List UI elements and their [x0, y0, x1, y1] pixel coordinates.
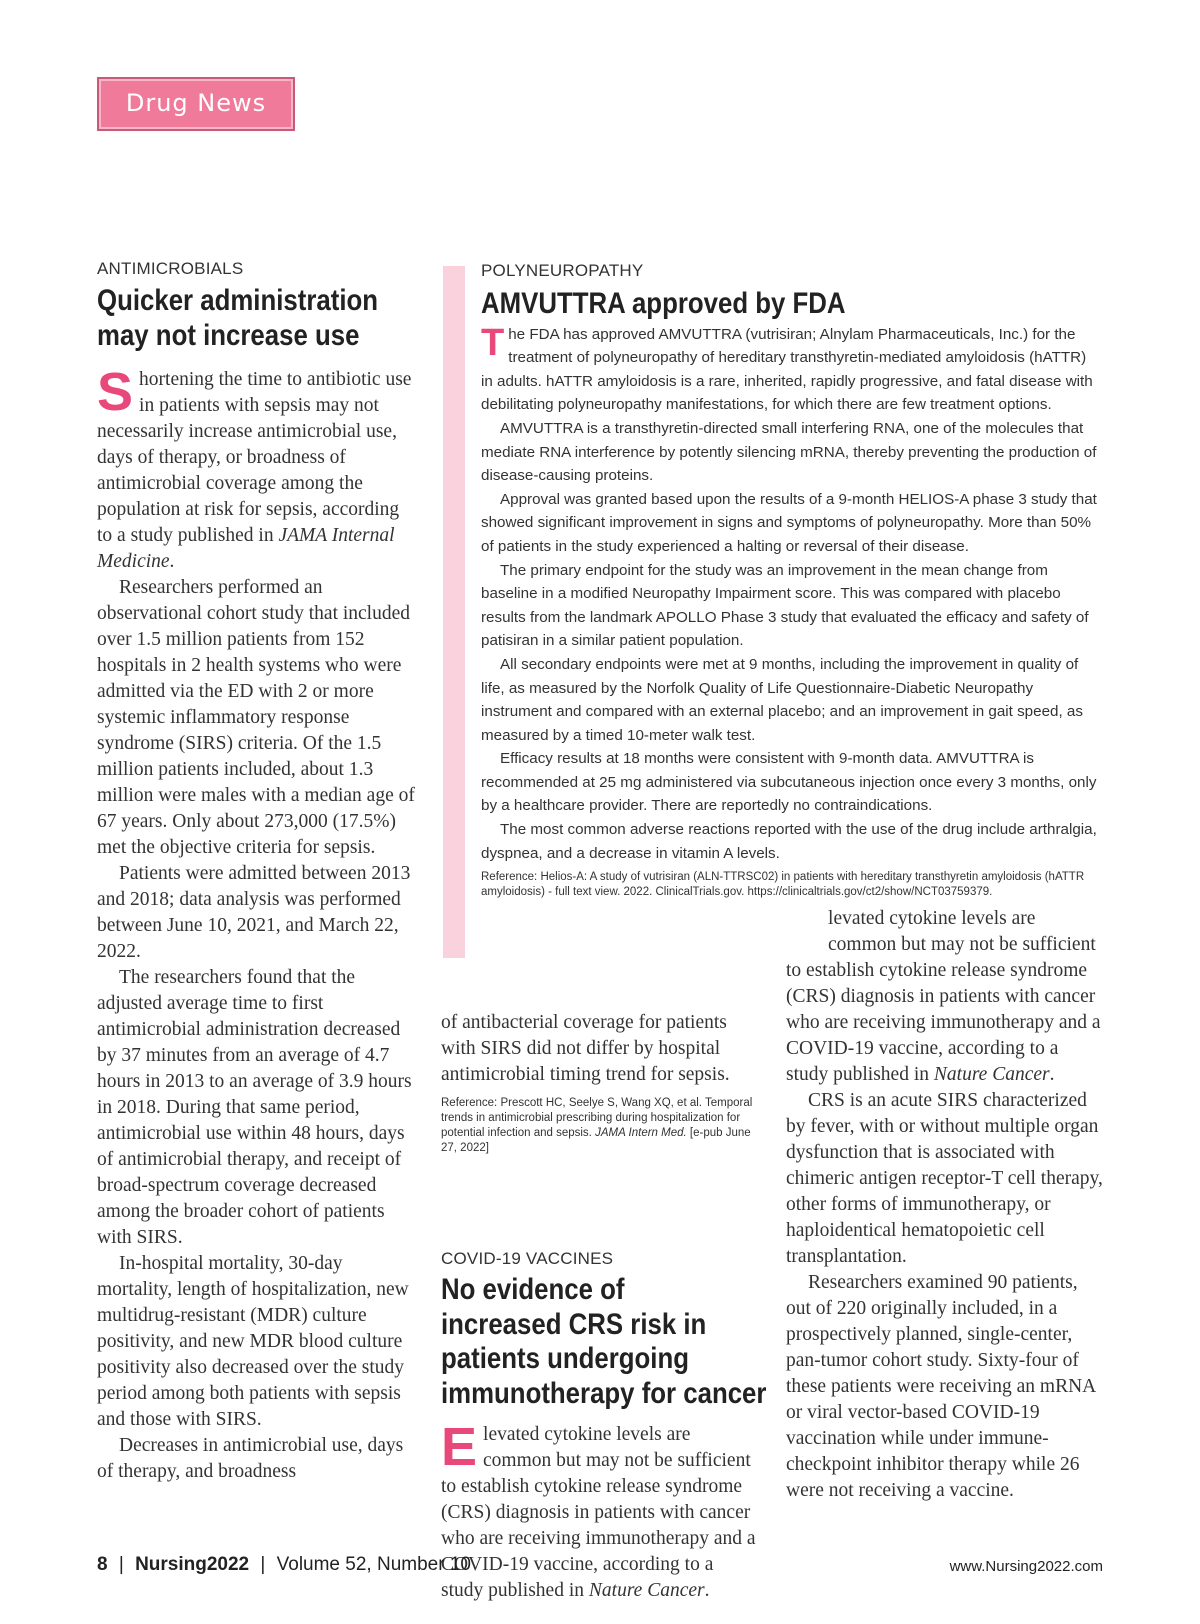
covid-paragraph-continued: levated cytokine levels are common but may not be sufficient to establish cytokine release syndrome (CRS) diagnosis in patients with cancer who are receiving immunotherapy and a COVID-19 vaccine, according to a study published in Nature Cancer. [786, 908, 1101, 1085]
antimicrobials-paragraph: In-hospital mortality, 30-day mortality, length of hospitalization, new multidrug-resistant (MDR) culture positivity, and new MDR blood culture positivity also decreased over the study period among both patients with sepsis and those with SIRS. [97, 1253, 409, 1430]
footer-url[interactable]: www.Nursing2022.com [949, 1558, 1103, 1575]
covid-headline-line4: immunotherapy for cancer [441, 1376, 767, 1410]
journal-name: JAMA Internal Medicine [97, 525, 395, 572]
antimicrobials-headline-line2: may not increase use [97, 319, 360, 352]
antimicrobials-body [97, 362, 415, 1527]
covid-p1-continued: levated cytokine levels are common but may not be sufficient to establish cytokine release syndrome (CRS) diagnosis in patients with cancer who are receiving immunotherapy and a COVID-19 vaccine, according to a study published in [786, 908, 1101, 1085]
drop-cap: S [97, 362, 134, 422]
page-footer-left [97, 1554, 471, 1576]
antimicrobials-paragraph: Researchers performed an observational cohort study that included over 1.5 million patients from 152 hospitals in 2 health systems who were admitted via the ED with 2 or more systemic inflammatory response syndrome (SIRS) criteria. Of the 1.5 million patients included, about 1.3 million were males with a median age of 67 years. Only about 273,000 (17.5%) met the objective criteria for sepsis. [97, 577, 415, 858]
covid-paragraph: Elevated cytokine levels are common but may not be sufficient to establish cytokine release syndrome (CRS) diagnosis in patients with cancer who are receiving immunotherapy and a COVID-19 vaccine, according to a study published in Nature Cancer. [441, 1417, 756, 1601]
polyneuropathy-paragraph: Approval was granted based upon the results of a 9-month HELIOS-A phase 3 study that showed significant improvement in signs and symptoms of polyneuropathy. More than 50% of patients in the study experienced a halting or reversal of their disease. [481, 490, 1097, 555]
polyneuropathy-paragraph: The most common adverse reactions reported with the use of the drug include arthralgia, dyspnea, and a decrease in vitamin A levels. [481, 821, 1097, 862]
polyneuropathy-paragraph: Efficacy results at 18 months were consistent with 9-month data. AMVUTTRA is recommended at 25 mg administered via subcutaneous injection once every 3 months, only by a healthcare provider. There are reportedly no contraindications. [481, 750, 1097, 815]
polyneuropathy-paragraph: The primary endpoint for the study was an improvement in the mean change from baseline in a modified Neuropathy Impairment score. This was compared with placebo results from the landmark APOLLO Phase 3 study that evaluated the efficacy and safety of patisiran in a similar patient population. [481, 561, 1089, 650]
covid-p1-text: levated cytokine levels are common but may not be sufficient to establish cytokine release syndrome (CRS) diagnosis in patients with cancer who are receiving immunotherapy and a COVID-19 vaccine, according to a study published in [441, 1424, 756, 1601]
covid-headline-line1: No evidence of [441, 1273, 625, 1306]
antimicrobials-continuation-text: of antibacterial coverage for patients with SIRS did not differ by hospital antimicrobial timing trend for sepsis. [441, 1012, 730, 1085]
covid-paragraph: Researchers examined 90 patients, out of 220 originally included, in a prospectively planned, single-center, pan-tumor cohort study. Sixty-four of these patients were receiving an mRNA or viral vector-based COVID-19 vaccination while under immune-checkpoint inhibitor therapy while 26 were not receiving a vaccine. [786, 1272, 1096, 1501]
polyneuropathy-paragraph [481, 323, 1101, 417]
covid-headline-line2: increased CRS risk in [441, 1307, 707, 1341]
journal-name: Nature Cancer [933, 1064, 1050, 1085]
reference-journal: JAMA Intern Med. [595, 1127, 687, 1139]
polyneuropathy-kicker: POLYNEUROPATHY [481, 261, 644, 280]
polyneuropathy-paragraph: AMVUTTRA is a transthyretin-directed small interfering RNA, one of the molecules that mediate RNA interference by potently silencing mRNA, thereby preventing the production of disease-causing proteins. [481, 419, 1097, 485]
reference-epub: [e-pub June 27, 2022] [441, 1127, 751, 1154]
page-number: 8 [97, 1554, 108, 1575]
footer-separator: | [260, 1554, 266, 1575]
polyneuropathy-headline: AMVUTTRA approved by FDA [481, 286, 846, 320]
journal-title: Nursing2022 [135, 1554, 250, 1575]
polyneuropathy-paragraph: All secondary endpoints were met at 9 months, including the improvement in quality of life, as measured by the Norfolk Quality of Life Questionnaire-Diabetic Neuropathy instrument and compared with an external placebo; and an improvement in gait speed, as measured by a timed 10-meter walk test. [481, 655, 1083, 744]
antimicrobials-continuation [441, 1010, 757, 1156]
covid-body-part2 [786, 908, 1104, 1528]
antimicrobials-paragraph: Decreases in antimicrobial use, days of therapy, and broadness [97, 1435, 404, 1482]
sidebar-accent-bar [443, 266, 465, 958]
covid-header [441, 1249, 771, 1411]
antimicrobials-reference-text: Reference: Prescott HC, Seelye S, Wang XQ, et al. Temporal trends in antimicrobial prescribing during hospitalization for potential infection and sepsis. [441, 1097, 753, 1139]
polyneuropathy-reference: Reference: Helios-A: A study of vutrisiran (ALN-TTRSC02) in patients with hereditary transthyretin amyloidosis (hATTR amyloidosis) - full text view. 2022. ClinicalTrials.gov. https://clinicaltrials.gov/ct2/show/NCT03759379. [481, 871, 1085, 899]
covid-body-part1 [441, 1417, 757, 1601]
section-tag-label: Drug News [125, 89, 267, 117]
drop-cap: T [481, 321, 505, 364]
antimicrobials-paragraph: Shortening the time to antibiotic use in patients with sepsis may not necessarily increase antimicrobial use, days of therapy, or broadness of antimicrobial coverage among the population at risk for sepsis, according to a study published in JAMA Internal Medicine. [97, 362, 412, 572]
covid-kicker: COVID-19 VACCINES [441, 1249, 614, 1268]
antimicrobials-kicker: ANTIMICROBIALS [97, 259, 244, 278]
issue-info: Volume 52, Number 10 [276, 1554, 471, 1575]
covid-headline-line3: patients undergoing [441, 1342, 689, 1375]
journal-name: Nature Cancer [588, 1580, 705, 1601]
antimicrobials-paragraph: Patients were admitted between 2013 and 2018; data analysis was performed between June 10, 2021, and March 22, 2022. [97, 863, 411, 962]
antimicrobials-header [97, 259, 427, 353]
antimicrobials-reference [441, 1096, 757, 1156]
footer-separator: | [118, 1554, 124, 1575]
polyneuropathy-p1-text: he FDA has approved AMVUTTRA (vutrisiran; Alnylam Pharmaceuticals, Inc.) for the treatment of polyneuropathy of hereditary transthyretin-mediated amyloidosis (hATTR) in adults. hATTR amyloidosis is a rare, inherited, rapidly progressive, and fatal disease with debilitating polyneuropathy manifestations, for which there are few treatment options. [481, 325, 1093, 414]
antimicrobials-paragraph: The researchers found that the adjusted average time to first antimicrobial administration decreased by 37 minutes from an average of 4.7 hours in 2013 to an average of 3.9 hours in 2018. During that same period, antimicrobial use within 48 hours, days of antimicrobial therapy, and receipt of broad-spectrum coverage decreased among the broader cohort of patients with SIRS. [97, 967, 412, 1248]
polyneuropathy-article [481, 259, 1101, 900]
section-tag [97, 77, 295, 131]
antimicrobials-p1-text: hortening the time to antibiotic use in patients with sepsis may not necessarily increase antimicrobial use, days of therapy, or broadness of antimicrobial coverage among the population at risk for sepsis, according to a study published in [97, 369, 412, 546]
drop-cap: E [441, 1417, 478, 1477]
covid-paragraph: CRS is an acute SIRS characterized by fever, with or without multiple organ dysfunction that is associated with chimeric antigen receptor-T cell therapy, other forms of immunotherapy, or haploidentical hematopoietic cell transplantation. [786, 1090, 1103, 1267]
antimicrobials-headline-line1: Quicker administration [97, 284, 379, 317]
